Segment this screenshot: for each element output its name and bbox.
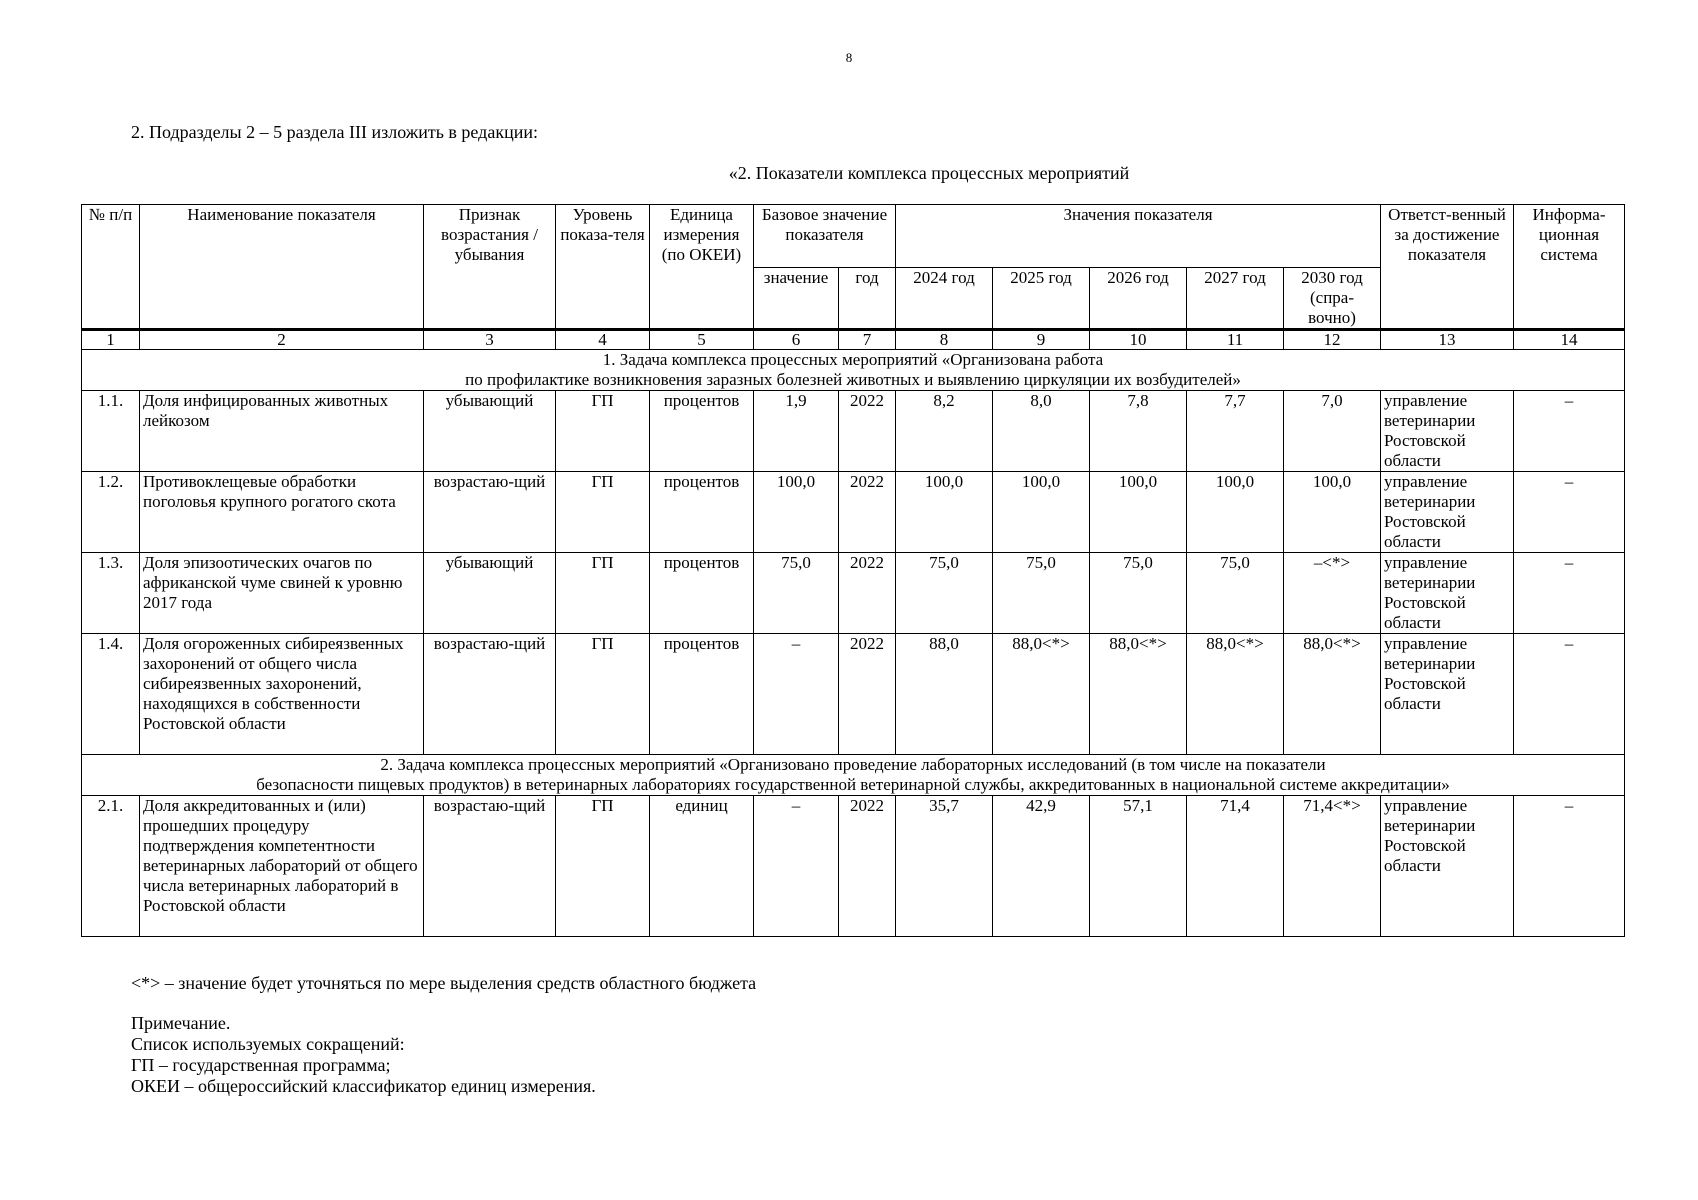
row-base-value: 75,0 — [754, 553, 839, 634]
table-row — [82, 472, 1625, 553]
header-2024: 2024 год — [896, 268, 993, 330]
row-num: 1.2. — [82, 472, 140, 553]
column-number: 3 — [424, 330, 556, 350]
row-2025: 88,0<*> — [993, 634, 1090, 755]
row-base-year: 2022 — [839, 553, 896, 634]
column-number: 13 — [1381, 330, 1514, 350]
row-base-year: 2022 — [839, 634, 896, 755]
task-1-title — [82, 350, 1625, 391]
row-system: – — [1514, 553, 1625, 634]
row-2024: 8,2 — [896, 391, 993, 472]
row-base-value: – — [754, 796, 839, 937]
header-trend: Признак возрастания / убывания — [424, 205, 556, 330]
page-number: 8 — [845, 50, 853, 65]
row-2025: 75,0 — [993, 553, 1090, 634]
row-2024: 100,0 — [896, 472, 993, 553]
row-responsible: управление ветеринарии Ростовской области — [1381, 634, 1514, 755]
row-2027: 100,0 — [1187, 472, 1284, 553]
table-title: «2. Показатели комплекса процессных мероприятий — [728, 163, 1130, 183]
row-2026: 57,1 — [1090, 796, 1187, 937]
column-number: 14 — [1514, 330, 1625, 350]
row-2026: 100,0 — [1090, 472, 1187, 553]
column-number: 12 — [1284, 330, 1381, 350]
row-name: Противоклещевые обработки поголовья крупного рогатого скота — [140, 472, 424, 553]
row-unit: процентов — [650, 634, 754, 755]
row-trend: возрастаю-щий — [424, 796, 556, 937]
task-row — [82, 350, 1625, 391]
header-responsible: Ответст-венный за достижение показателя — [1381, 205, 1514, 330]
row-2024: 75,0 — [896, 553, 993, 634]
row-2027: 7,7 — [1187, 391, 1284, 472]
row-level: ГП — [556, 634, 650, 755]
row-unit: процентов — [650, 391, 754, 472]
header-base-year: год — [839, 268, 896, 330]
row-2026: 88,0<*> — [1090, 634, 1187, 755]
header-num: № п/п — [82, 205, 140, 330]
row-num: 1.1. — [82, 391, 140, 472]
task-2-title — [82, 755, 1625, 796]
row-system: – — [1514, 472, 1625, 553]
row-name: Доля инфицированных животных лейкозом — [140, 391, 424, 472]
row-2026: 75,0 — [1090, 553, 1187, 634]
row-base-value: 1,9 — [754, 391, 839, 472]
row-2030: –<*> — [1284, 553, 1381, 634]
row-level: ГП — [556, 391, 650, 472]
footnote: <*> – значение будет уточняться по мере выделения средств областного бюджета — [131, 973, 757, 993]
row-trend: возрастаю-щий — [424, 634, 556, 755]
row-base-year: 2022 — [839, 796, 896, 937]
column-number: 7 — [839, 330, 896, 350]
row-system: – — [1514, 391, 1625, 472]
row-trend: убывающий — [424, 553, 556, 634]
row-2025: 8,0 — [993, 391, 1090, 472]
row-system: – — [1514, 796, 1625, 937]
row-responsible: управление ветеринарии Ростовской области — [1381, 553, 1514, 634]
column-number: 10 — [1090, 330, 1187, 350]
row-name: Доля эпизоотических очагов по африканской чуме свиней к уровню 2017 года — [140, 553, 424, 634]
row-2030: 71,4<*> — [1284, 796, 1381, 937]
header-base: Базовое значение показателя — [754, 205, 896, 268]
table-row — [82, 796, 1625, 937]
header-2025: 2025 год — [993, 268, 1090, 330]
column-number: 8 — [896, 330, 993, 350]
header-2027: 2027 год — [1187, 268, 1284, 330]
header-system: Информа-ционная система — [1514, 205, 1625, 330]
row-2025: 100,0 — [993, 472, 1090, 553]
row-unit: процентов — [650, 553, 754, 634]
task-1-line-1: 1. Задача комплекса процессных мероприятий «Организована работа — [602, 350, 1104, 369]
header-name: Наименование показателя — [140, 205, 424, 330]
column-number: 1 — [82, 330, 140, 350]
row-base-value: 100,0 — [754, 472, 839, 553]
intro-text: 2. Подразделы 2 – 5 раздела III изложить в редакции: — [131, 122, 538, 142]
row-trend: убывающий — [424, 391, 556, 472]
row-base-value: – — [754, 634, 839, 755]
table-row — [82, 634, 1625, 755]
row-responsible: управление ветеринарии Ростовской области — [1381, 796, 1514, 937]
header-level: Уровень показа-теля — [556, 205, 650, 330]
row-2026: 7,8 — [1090, 391, 1187, 472]
row-name: Доля аккредитованных и (или) прошедших процедуру подтверждения компетентности ветеринарных лабораторий от общего числа ветеринарных лабораторий в Ростовской области — [140, 796, 424, 937]
task-2-line-2: безопасности пищевых продуктов) в ветеринарных лабораториях государственной ветеринарной службы, аккредитованных в национальной системе аккредитации» — [256, 775, 1450, 794]
row-num: 2.1. — [82, 796, 140, 937]
header-2030: 2030 год (спра-вочно) — [1284, 268, 1381, 330]
note-line: Примечание. — [131, 1013, 231, 1033]
row-2025: 42,9 — [993, 796, 1090, 937]
row-base-year: 2022 — [839, 391, 896, 472]
row-2027: 75,0 — [1187, 553, 1284, 634]
row-responsible: управление ветеринарии Ростовской области — [1381, 391, 1514, 472]
indicators-table — [81, 204, 1625, 937]
row-2030: 100,0 — [1284, 472, 1381, 553]
row-base-year: 2022 — [839, 472, 896, 553]
row-2027: 88,0<*> — [1187, 634, 1284, 755]
header-values: Значения показателя — [896, 205, 1381, 268]
header-2026: 2026 год — [1090, 268, 1187, 330]
row-responsible: управление ветеринарии Ростовской области — [1381, 472, 1514, 553]
notes — [131, 1013, 596, 1097]
column-number: 9 — [993, 330, 1090, 350]
note-line: ОКЕИ – общероссийский классификатор единиц измерения. — [131, 1076, 596, 1096]
column-number: 4 — [556, 330, 650, 350]
task-row — [82, 755, 1625, 796]
row-num: 1.4. — [82, 634, 140, 755]
note-line: ГП – государственная программа; — [131, 1055, 391, 1075]
note-line: Список используемых сокращений: — [131, 1034, 405, 1054]
row-2024: 88,0 — [896, 634, 993, 755]
column-number: 6 — [754, 330, 839, 350]
header-base-value: значение — [754, 268, 839, 330]
row-2030: 88,0<*> — [1284, 634, 1381, 755]
table-row — [82, 391, 1625, 472]
task-2-line-1: 2. Задача комплекса процессных мероприятий «Организовано проведение лабораторных исследований (в том числе на показатели — [380, 755, 1326, 774]
header-unit: Единица измерения (по ОКЕИ) — [650, 205, 754, 330]
row-name: Доля огороженных сибиреязвенных захоронений от общего числа сибиреязвенных захоронений, находящихся в собственности Ростовской области — [140, 634, 424, 755]
column-number: 2 — [140, 330, 424, 350]
row-2027: 71,4 — [1187, 796, 1284, 937]
row-num: 1.3. — [82, 553, 140, 634]
row-system: – — [1514, 634, 1625, 755]
row-unit: процентов — [650, 472, 754, 553]
column-number: 11 — [1187, 330, 1284, 350]
row-level: ГП — [556, 796, 650, 937]
task-1-line-2: по профилактике возникновения заразных болезней животных и выявлению циркуляции их возбудителей» — [465, 370, 1241, 389]
column-number: 5 — [650, 330, 754, 350]
row-unit: единиц — [650, 796, 754, 937]
row-level: ГП — [556, 553, 650, 634]
column-number-row — [82, 330, 1625, 350]
row-2030: 7,0 — [1284, 391, 1381, 472]
row-2024: 35,7 — [896, 796, 993, 937]
table-row — [82, 553, 1625, 634]
row-trend: возрастаю-щий — [424, 472, 556, 553]
row-level: ГП — [556, 472, 650, 553]
